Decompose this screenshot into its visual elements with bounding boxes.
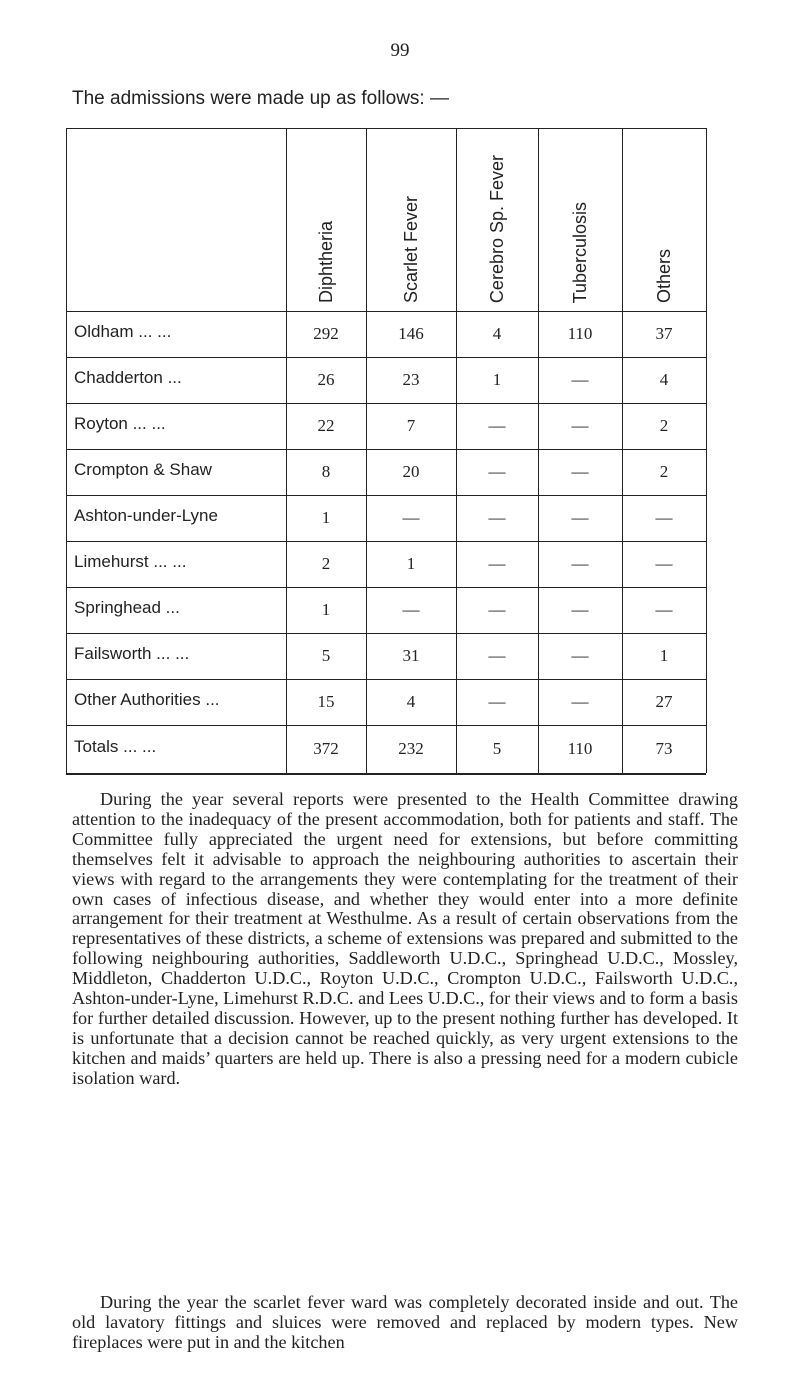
table-cell: —	[402, 600, 420, 619]
row-rule	[66, 725, 706, 726]
column-header-label: Cerebro Sp. Fever	[486, 154, 507, 303]
table-cell: 4	[492, 324, 502, 343]
table-bottom-rule	[66, 773, 706, 775]
table-cell: 4	[406, 692, 416, 711]
table-cell: 73	[655, 739, 673, 758]
table-cell: —	[488, 692, 506, 711]
table-cell: —	[571, 600, 589, 619]
row-label: Crompton & Shaw	[74, 460, 212, 479]
table-cell: —	[571, 416, 589, 435]
row-label: Oldham ... ...	[74, 322, 172, 341]
row-label: Other Authorities ...	[74, 690, 220, 709]
table-cell: —	[488, 462, 506, 481]
row-label: Chadderton ...	[74, 368, 182, 387]
table-cell: 31	[402, 646, 420, 665]
row-label: Failsworth ... ...	[74, 644, 190, 663]
table-cell: —	[571, 692, 589, 711]
table-cell: 1	[321, 508, 331, 527]
column-header-label: Others	[653, 248, 674, 303]
column-rule	[706, 128, 707, 773]
body-text	[72, 790, 738, 1089]
table-cell: —	[655, 508, 673, 527]
row-rule	[66, 403, 706, 404]
table-cell: 146	[398, 324, 424, 343]
column-header-label: Tuberculosis	[569, 201, 590, 303]
table-cell: —	[655, 554, 673, 573]
paragraph: During the year the scarlet fever ward was completely decorated inside and out. The old lavatory fittings and sluices were removed and replaced by modern types. New fireplaces were put in and the kitchen	[72, 1292, 738, 1352]
table-cell: 27	[655, 692, 673, 711]
column-rule	[66, 128, 67, 773]
intro-text: The admissions were made up as follows: —	[72, 88, 449, 109]
table-cell: —	[571, 646, 589, 665]
table-cell: —	[571, 462, 589, 481]
row-label: Springhead ...	[74, 598, 180, 617]
table-cell: 22	[317, 416, 335, 435]
row-label: Ashton-under-Lyne	[74, 506, 218, 525]
row-rule	[66, 449, 706, 450]
paragraph: During the year several reports were presented to the Health Committee drawing attention to the inadequacy of the present accommodation, both for patients and staff. The Committee fully appreciated the urgent need for extensions, but before committing themselves felt it advisable to approach the neighbouring authorities to ascertain their views with regard to the arrangements they were contemplating for the treatment of their own cases of infectious disease, and whether they would enter into a more definite arrangement for their treatment at Westhulme. As a result of certain observations from the representatives of these districts, a scheme of extensions was prepared and submitted to the following neighbouring authorities, Saddleworth U.D.C., Springhead U.D.C., Mossley, Middleton, Chadderton U.D.C., Royton U.D.C., Crompton U.D.C., Failsworth U.D.C., Ashton-under-Lyne, Limehurst R.D.C. and Lees U.D.C., for their views and to form a basis for further detailed discussion. However, up to the present nothing further has developed. It is unfortunate that a decision cannot be reached quickly, as very urgent extensions to the kitchen and maids’ quarters are held up. There is also a pressing need for a modern cubicle isolation ward.	[72, 789, 738, 1088]
row-rule	[66, 495, 706, 496]
table-cell: —	[488, 646, 506, 665]
row-label: Limehurst ... ...	[74, 552, 187, 571]
table-cell: —	[488, 554, 506, 573]
table-cell: 4	[659, 370, 669, 389]
table-cell: 20	[402, 462, 420, 481]
column-header-scarlet-fever	[366, 128, 456, 311]
table-cell: 2	[321, 554, 331, 573]
table-cell: —	[571, 370, 589, 389]
body-text-continued	[72, 1293, 738, 1353]
table-cell: 7	[406, 416, 416, 435]
header-bottom-rule	[66, 311, 706, 312]
table-cell: 372	[313, 739, 339, 758]
row-rule	[66, 541, 706, 542]
table-cell: 1	[406, 554, 416, 573]
table-cell: —	[571, 508, 589, 527]
column-header-label: Scarlet Fever	[400, 195, 421, 303]
table-cell: —	[655, 600, 673, 619]
column-header-cerebro-sp-fever	[456, 128, 538, 311]
table-cell: —	[488, 508, 506, 527]
table-cell: 23	[402, 370, 420, 389]
table-cell: 5	[492, 739, 502, 758]
table-cell: —	[488, 416, 506, 435]
row-rule	[66, 587, 706, 588]
table-cell: 1	[321, 600, 331, 619]
table-cell: 37	[655, 324, 673, 343]
table-cell: 232	[398, 739, 424, 758]
table-cell: 1	[492, 370, 502, 389]
table-cell: 1	[659, 646, 669, 665]
table-cell: —	[571, 554, 589, 573]
table-cell: 15	[317, 692, 335, 711]
page-number: 99	[390, 40, 410, 61]
row-rule	[66, 679, 706, 680]
table-cell: 2	[659, 462, 669, 481]
table-cell: 110	[567, 739, 593, 758]
table-cell: 292	[313, 324, 339, 343]
table-cell: —	[402, 508, 420, 527]
table-cell: 8	[321, 462, 331, 481]
column-header-label: Diphtheria	[315, 220, 336, 303]
row-label: Totals ... ...	[74, 737, 157, 756]
table-cell: 26	[317, 370, 335, 389]
table-cell: 110	[567, 324, 593, 343]
row-rule	[66, 357, 706, 358]
column-header-others	[622, 128, 706, 311]
row-rule	[66, 633, 706, 634]
table-cell: 2	[659, 416, 669, 435]
row-label: Royton ... ...	[74, 414, 166, 433]
table-cell: 5	[321, 646, 331, 665]
table-cell: —	[488, 600, 506, 619]
column-header-tuberculosis	[538, 128, 622, 311]
column-header-diphtheria	[286, 128, 366, 311]
